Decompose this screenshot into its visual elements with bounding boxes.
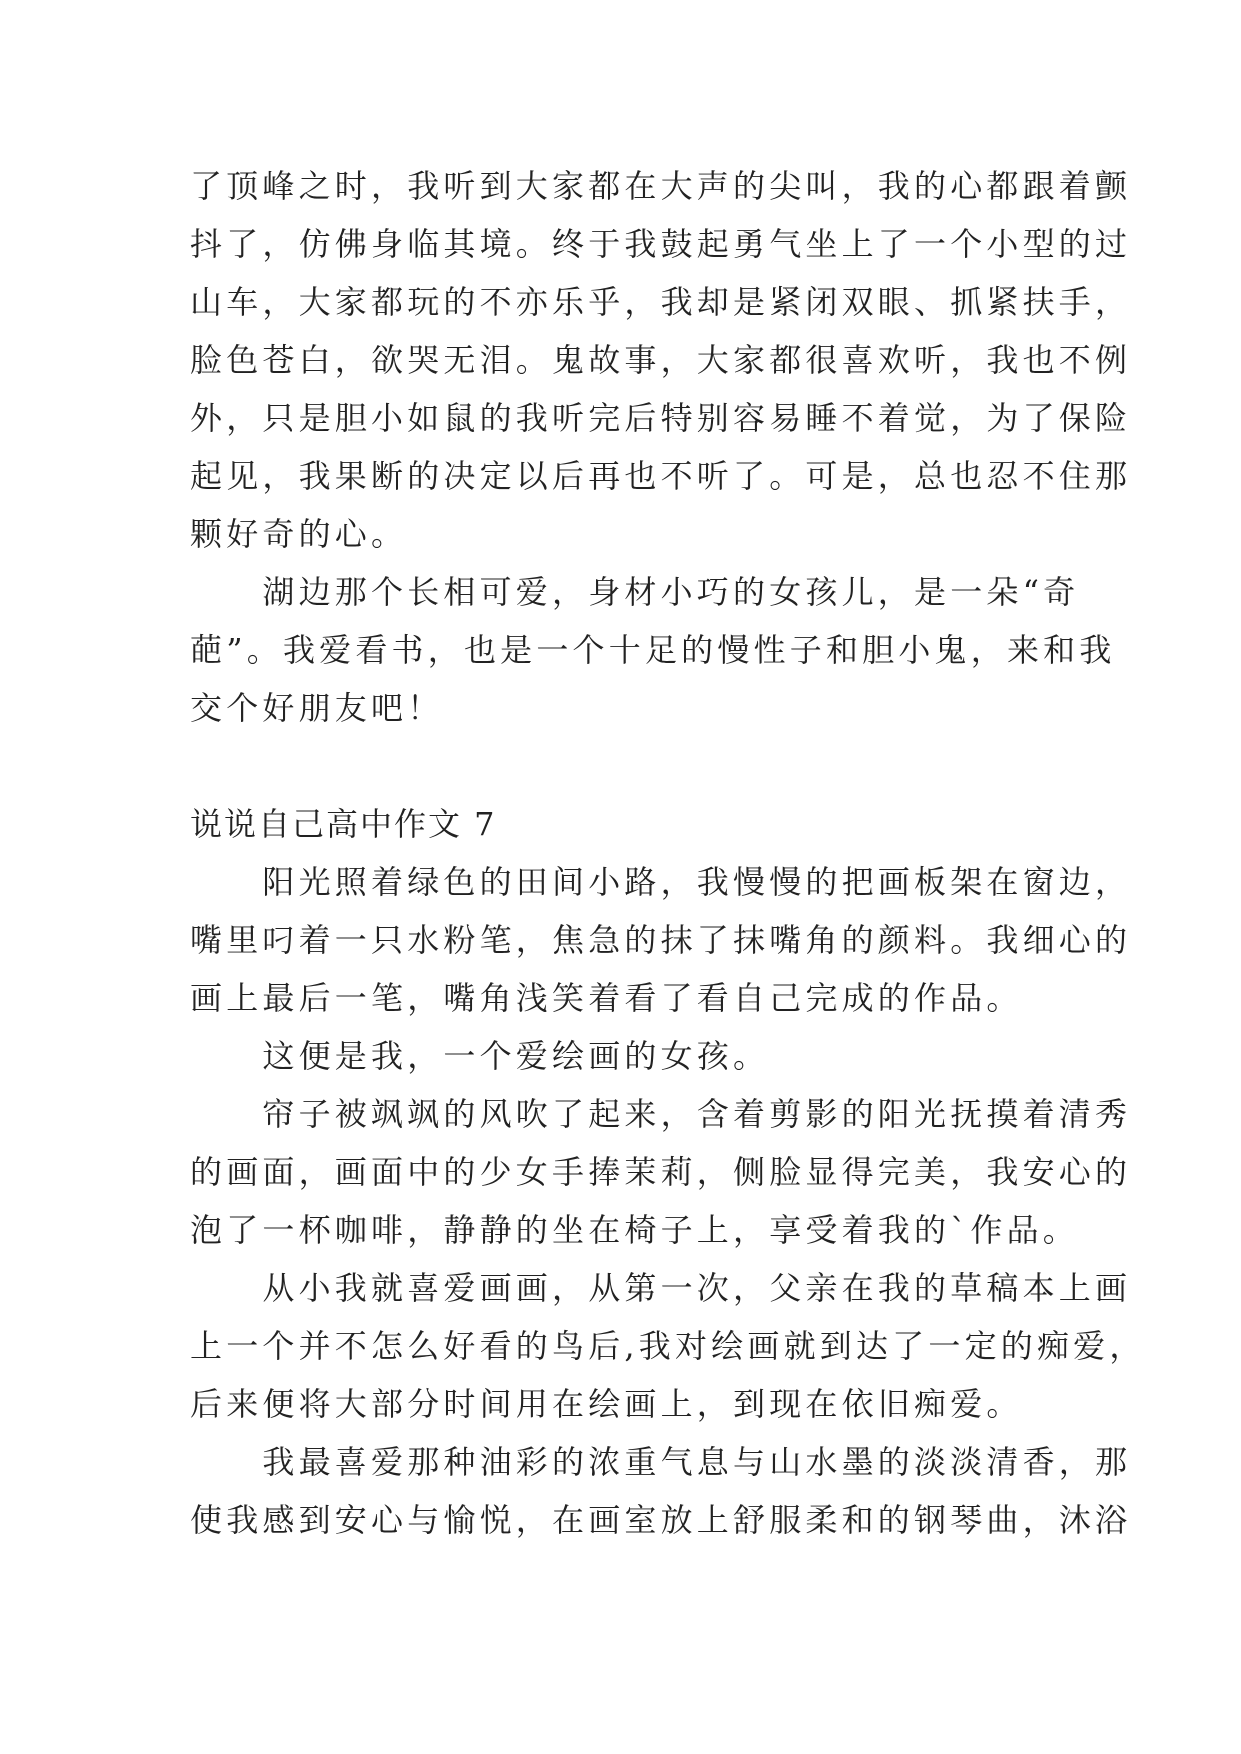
text-line: 外，只是胆小如鼠的我听完后特别容易睡不着觉，为了保险 <box>190 399 1132 437</box>
text-line: 的画面，画面中的少女手捧茉莉，侧脸显得完美，我安心的 <box>190 1153 1132 1191</box>
document-body <box>190 157 1146 1549</box>
text-line: 我最喜爱那种油彩的浓重气息与山水墨的淡淡清香，那 <box>190 1443 1132 1481</box>
text-line: 脸色苍白，欲哭无泪。鬼故事，大家都很喜欢听，我也不例 <box>190 341 1132 379</box>
text-line: 上一个并不怎么好看的鸟后,我对绘画就到达了一定的痴爱， <box>190 1327 1146 1365</box>
text-line: 从小我就喜爱画画，从第一次，父亲在我的草稿本上画 <box>190 1269 1132 1307</box>
text-line: 帘子被飒飒的风吹了起来，含着剪影的阳光抚摸着清秀 <box>190 1095 1132 1133</box>
text-line: 画上最后一笔，嘴角浅笑着看了看自己完成的作品。 <box>190 979 1023 1017</box>
text-line: 抖了，仿佛身临其境。终于我鼓起勇气坐上了一个小型的过 <box>190 225 1132 263</box>
text-line: 后来便将大部分时间用在绘画上，到现在依旧痴爱。 <box>190 1385 1023 1423</box>
text-line: 这便是我，一个爱绘画的女孩。 <box>190 1037 770 1075</box>
text-line: 泡了一杯咖啡，静静的坐在椅子上，享受着我的`作品。 <box>190 1211 1080 1249</box>
text-line: 山车，大家都玩的不亦乐乎，我却是紧闭双眼、抓紧扶手， <box>190 283 1132 321</box>
text-line: 葩”。我爱看书，也是一个十足的慢性子和胆小鬼，来和我 <box>190 631 1116 669</box>
text-line: 湖边那个长相可爱，身材小巧的女孩儿，是一朵“奇 <box>190 573 1080 611</box>
text-line: 起见，我果断的决定以后再也不听了。可是，总也忍不住那 <box>190 457 1132 495</box>
section-heading: 说说自己高中作文 7 <box>190 805 497 843</box>
text-line: 了顶峰之时，我听到大家都在大声的尖叫，我的心都跟着颤 <box>190 167 1132 205</box>
text-line: 颗好奇的心。 <box>190 515 408 553</box>
text-line: 使我感到安心与愉悦，在画室放上舒服柔和的钢琴曲，沐浴 <box>190 1501 1132 1539</box>
blank-line <box>190 737 1070 795</box>
text-line: 阳光照着绿色的田间小路，我慢慢的把画板架在窗边， <box>190 863 1132 901</box>
text-line: 嘴里叼着一只水粉笔，焦急的抹了抹嘴角的颜料。我细心的 <box>190 921 1132 959</box>
text-line: 交个好朋友吧！ <box>190 689 444 727</box>
